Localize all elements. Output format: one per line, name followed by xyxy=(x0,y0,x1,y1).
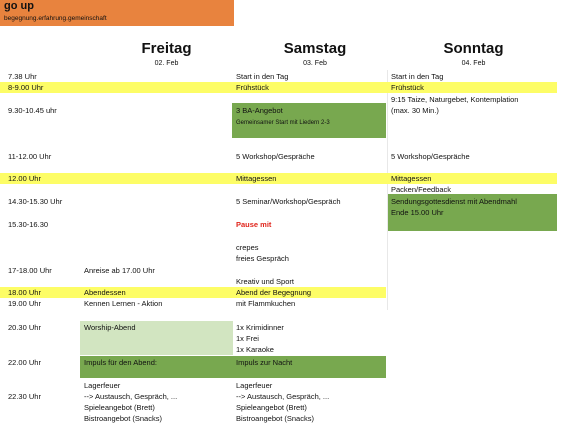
day-header-samstag: Samstag xyxy=(283,40,347,57)
samstag-krimidinner: 1x Krimidinner xyxy=(236,323,284,332)
samstag-austausch: --> Austausch, Gespräch, ... xyxy=(236,392,330,401)
highlight-row-fruehstueck xyxy=(0,82,557,93)
sonntag-workshop: 5 Workshop/Gespräche xyxy=(391,152,470,161)
sonntag-fruehstueck: Frühstück xyxy=(391,83,424,92)
freitag-worship: Worship-Abend xyxy=(84,323,136,332)
samstag-pause: Pause mit xyxy=(236,220,272,229)
header-banner xyxy=(0,0,234,26)
time-label: 15.30-16.30 xyxy=(8,220,49,229)
samstag-workshop: 5 Workshop/Gespräche xyxy=(236,152,315,161)
sonntag-gottesdienst: Sendungsgottesdienst mit Abendmahl xyxy=(391,197,517,206)
time-label: 19.00 Uhr xyxy=(8,299,41,308)
samstag-spiele: Spieleangebot (Brett) xyxy=(236,403,307,412)
samstag-impuls: Impuls zur Nacht xyxy=(236,358,293,367)
sonntag-mittagessen: Mittagessen xyxy=(391,174,432,183)
sonntag-taize-max: (max. 30 Min.) xyxy=(391,106,439,115)
header-title: go up xyxy=(4,0,34,12)
samstag-lagerfeuer: Lagerfeuer xyxy=(236,381,273,390)
sonntag-start: Start in den Tag xyxy=(391,72,444,81)
time-label: 12.00 Uhr xyxy=(8,174,41,183)
day-header-freitag: Freitag xyxy=(141,40,192,57)
freitag-austausch: --> Austausch, Gespräch, ... xyxy=(84,392,178,401)
day-date-freitag: 02. Feb xyxy=(154,60,179,67)
sonntag-taize: 9:15 Taize, Naturgebet, Kontemplation xyxy=(391,95,519,104)
time-label: 17-18.00 Uhr xyxy=(8,266,52,275)
highlight-row-mittagessen xyxy=(0,173,557,184)
freitag-spiele: Spieleangebot (Brett) xyxy=(84,403,155,412)
freitag-anreise: Anreise ab 17.00 Uhr xyxy=(84,266,155,275)
sonntag-packen: Packen/Feedback xyxy=(391,185,452,194)
samstag-crepes: crepes xyxy=(236,243,259,252)
samstag-start: Start in den Tag xyxy=(236,72,289,81)
time-label: 11-12.00 Uhr xyxy=(8,152,52,161)
samstag-fruehstueck: Frühstück xyxy=(236,83,269,92)
time-label: 20.30 Uhr xyxy=(8,323,41,332)
header-subtitle: begegnung.erfahrung.gemeinschaft xyxy=(4,15,107,22)
samstag-frei: 1x Frei xyxy=(236,334,259,343)
day-date-samstag: 03. Feb xyxy=(303,60,327,67)
time-label: 18.00 Uhr xyxy=(8,288,41,297)
highlight-row-abendessen xyxy=(0,287,386,298)
time-label: 8-9.00 Uhr xyxy=(8,83,44,92)
time-label: 14.30-15.30 Uhr xyxy=(8,197,63,206)
column-separator xyxy=(387,70,388,310)
samstag-kreativ: Kreativ und Sport xyxy=(236,277,294,286)
day-header-sonntag: Sonntag xyxy=(443,40,504,57)
time-label: 7.38 Uhr xyxy=(8,72,37,81)
samstag-ba-sub: Gemeinsamer Start mit Liedern 2-3 xyxy=(236,120,330,126)
freitag-abendessen: Abendessen xyxy=(84,288,126,297)
samstag-seminar: 5 Seminar/Workshop/Gespräch xyxy=(236,197,341,206)
freitag-bistro: Bistroangebot (Snacks) xyxy=(84,414,162,423)
samstag-mittagessen: Mittagessen xyxy=(236,174,277,183)
freitag-lagerfeuer: Lagerfeuer xyxy=(84,381,121,390)
samstag-abend-begegnung: Abend der Begegnung xyxy=(236,288,312,297)
samstag-karaoke: 1x Karaoke xyxy=(236,345,274,354)
time-label: 22.30 Uhr xyxy=(8,392,41,401)
time-label: 9.30-10.45 uhr xyxy=(8,106,57,115)
samstag-freies-gespraech: freies Gespräch xyxy=(236,254,289,263)
freitag-impuls: Impuls für den Abend: xyxy=(84,358,157,367)
freitag-kennen-lernen: Kennen Lernen - Aktion xyxy=(84,299,163,308)
samstag-ba-angebot: 3 BA-Angebot xyxy=(236,106,283,115)
day-date-sonntag: 04. Feb xyxy=(461,60,486,67)
time-label: 22.00 Uhr xyxy=(8,358,41,367)
samstag-bistro: Bistroangebot (Snacks) xyxy=(236,414,314,423)
sonntag-ende: Ende 15.00 Uhr xyxy=(391,208,444,217)
samstag-flammkuchen: mit Flammkuchen xyxy=(236,299,296,308)
